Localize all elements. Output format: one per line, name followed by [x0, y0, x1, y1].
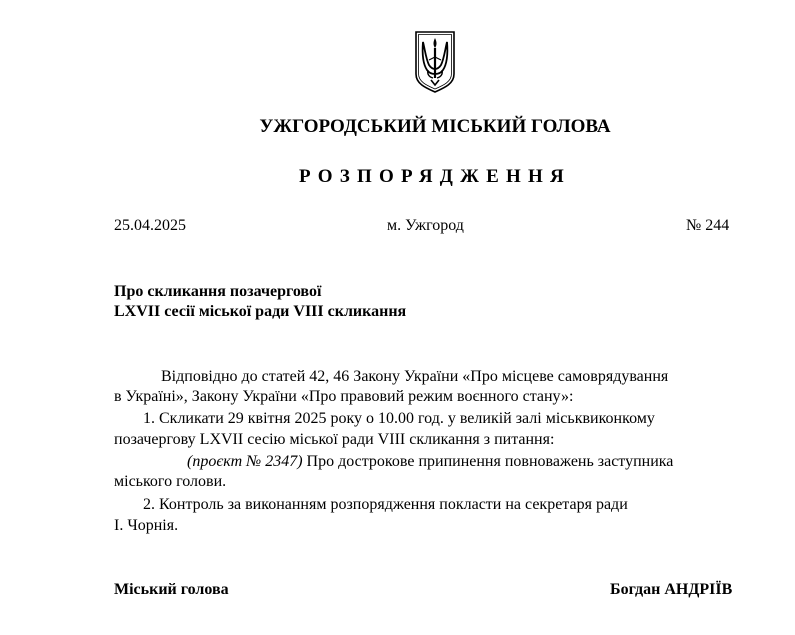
- preamble-line-1: Відповідно до статей 42, 46 Закону України «Про місцеве самоврядування: [161, 368, 669, 385]
- tryzub-icon: [414, 30, 456, 94]
- document-number: № 244: [686, 217, 730, 234]
- item1-line-2: позачергову LXVII сесію міської ради VIII скликання з питання:: [114, 431, 555, 448]
- subject-line-2: LXVII сесії міської ради VIII скликання: [114, 303, 407, 320]
- signature-position: Міський голова: [114, 581, 229, 598]
- document-place: м. Ужгород: [387, 217, 464, 234]
- item1-line-1: 1. Скликати 29 квітня 2025 року о 10.00 год. у великій залі міськвиконкому: [143, 410, 655, 427]
- agenda-continuation: міського голови.: [114, 473, 227, 490]
- subject-line-1: Про скликання позачергової: [114, 283, 322, 300]
- document-date: 25.04.2025: [114, 217, 186, 234]
- signature-name: Богдан АНДРІЇВ: [610, 581, 733, 598]
- document-type-heading: РОЗПОРЯДЖЕННЯ: [299, 166, 571, 187]
- agenda-item: [187, 452, 673, 472]
- item2-line-1: 2. Контроль за виконанням розпорядження покласти на секретаря ради: [143, 496, 628, 513]
- agenda-project-number: (проєкт № 2347): [187, 453, 303, 470]
- agenda-text: Про дострокове припинення повноважень заступника: [302, 453, 674, 470]
- item2-line-2: І. Чорнія.: [114, 517, 179, 534]
- preamble-line-2: в Україні», Закону України «Про правовий режим воєнного стану»:: [114, 388, 574, 405]
- authority-title: УЖГОРОДСЬКИЙ МІСЬКИЙ ГОЛОВА: [259, 116, 611, 137]
